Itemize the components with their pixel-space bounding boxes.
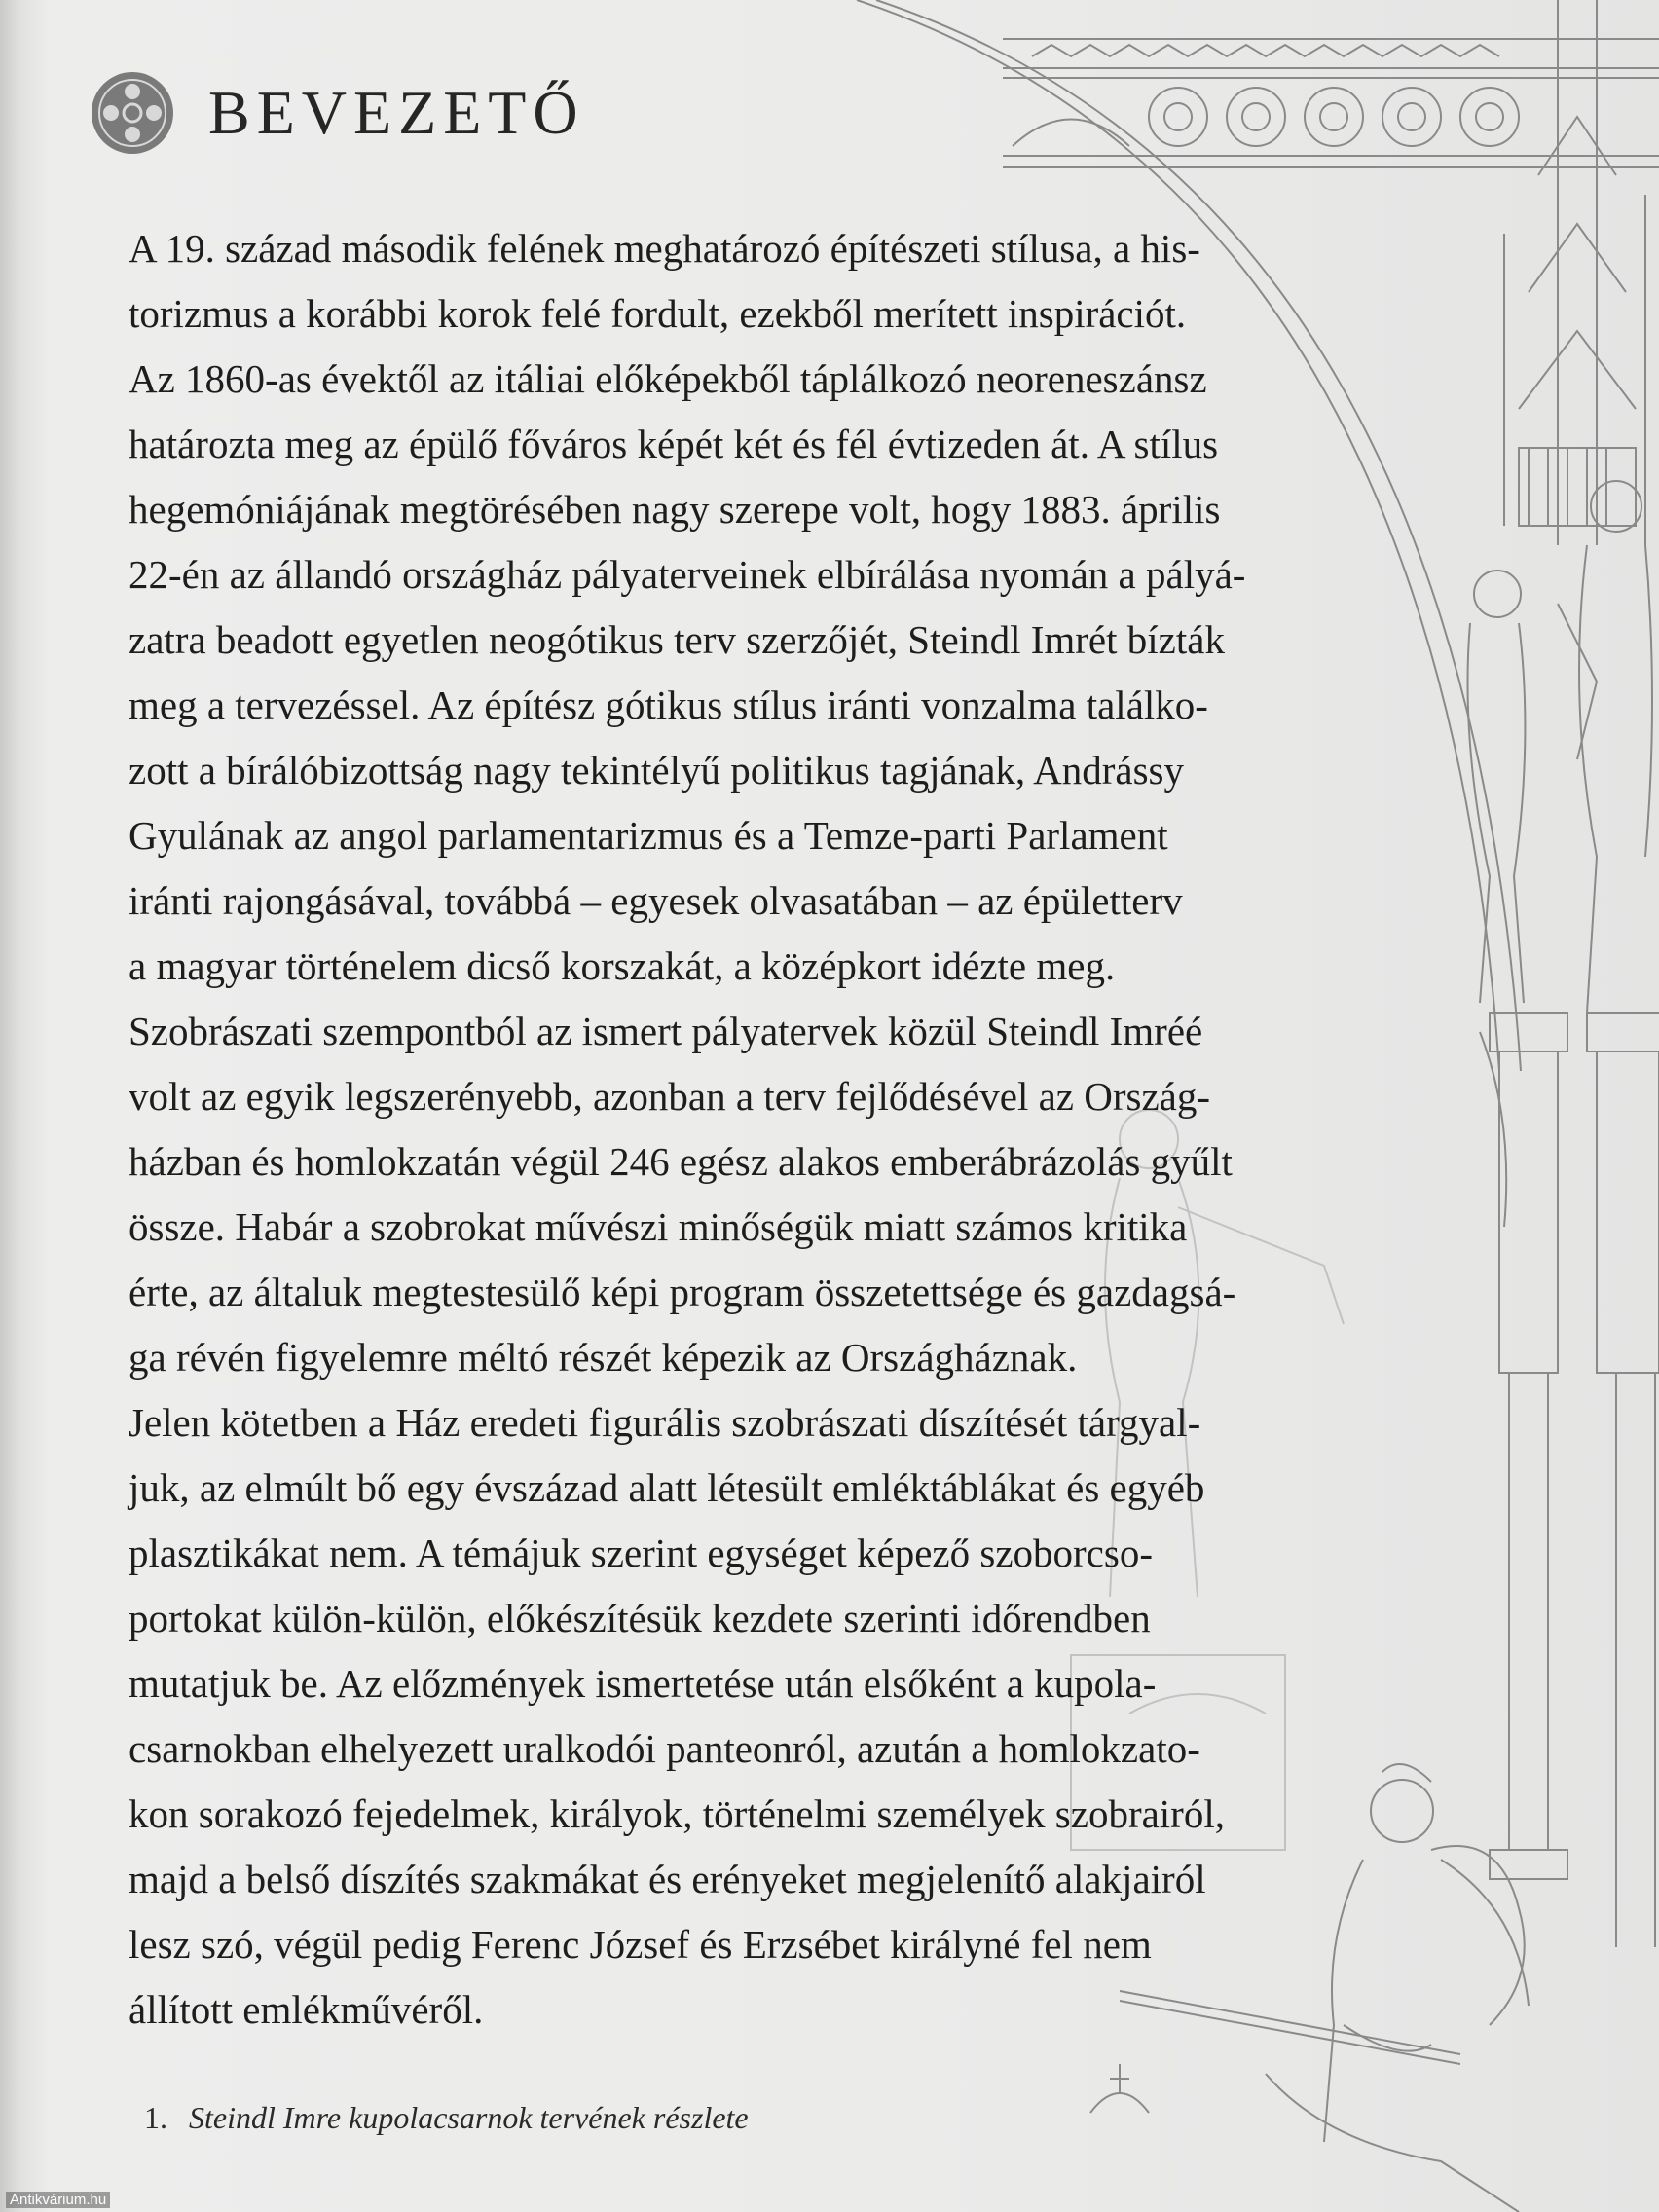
- text-line: Az 1860-as évektől az itáliai előképekből táplálkozó neoreneszánsz: [129, 356, 1207, 401]
- caption-number: 1.: [144, 2100, 167, 2135]
- rosette-emblem-icon: [90, 70, 175, 156]
- text-line: portokat külön-külön, előkészítésük kezdete szerinti időrendben: [129, 1596, 1151, 1641]
- text-line: kon sorakozó fejedelmek, királyok, történelmi személyek szobrairól,: [129, 1791, 1225, 1836]
- caption-text: Steindl Imre kupolacsarnok tervének részlete: [189, 2100, 749, 2135]
- text-line: zott a bírálóbizottság nagy tekintélyű politikus tagjának, Andrássy: [129, 748, 1184, 793]
- text-line: torizmus a korábbi korok felé fordult, ezekből merített inspirációt.: [129, 291, 1187, 336]
- text-line: határozta meg az épülő főváros képét két és fél évtizeden át. A stílus: [129, 422, 1219, 466]
- text-line: Gyulának az angol parlamentarizmus és a Temze-parti Parlament: [129, 813, 1168, 858]
- text-line: A 19. század második felének meghatározó építészeti stílusa, a his-: [129, 226, 1200, 271]
- text-line: hegemóniájának megtörésében nagy szerepe volt, hogy 1883. április: [129, 487, 1221, 532]
- text-line: majd a belső díszítés szakmákat és erényeket megjelenítő alakjairól: [129, 1857, 1206, 1901]
- text-line: érte, az általuk megtestesülő képi program összetettsége és gazdagsá-: [129, 1270, 1236, 1314]
- text-line: állított emlékművéről.: [129, 1987, 484, 2032]
- text-line: iránti rajongásával, továbbá – egyesek olvasatában – az épületterv: [129, 878, 1183, 923]
- gothic-pinnacles: [1504, 0, 1645, 545]
- text-line: csarnokban elhelyezett uralkodói panteonról, azután a homlokzato-: [129, 1726, 1200, 1771]
- text-line: Jelen kötetben a Ház eredeti figurális szobrászati díszítését tárgyal-: [129, 1400, 1201, 1445]
- text-line: meg a tervezéssel. Az építész gótikus stílus iránti vonzalma találko-: [129, 682, 1208, 727]
- text-line: házban és homlokzatán végül 246 egész alakos emberábrázolás gyűlt: [129, 1139, 1233, 1184]
- text-line: juk, az elmúlt bő egy évszázad alatt létesült emléktáblákat és egyéb: [129, 1465, 1205, 1510]
- page-title: BEVEZETŐ: [208, 78, 585, 147]
- text-line: ga révén figyelemre méltó részét képezik az Országháznak.: [129, 1335, 1078, 1380]
- text-line: össze. Habár a szobrokat művészi minőségük miatt számos kritika: [129, 1204, 1188, 1249]
- text-line: a magyar történelem dicső korszakát, a középkort idézte meg.: [129, 943, 1116, 988]
- text-line: zatra beadott egyetlen neogótikus terv szerzőjét, Steindl Imrét bízták: [129, 617, 1225, 662]
- text-line: volt az egyik legszerényebb, azonban a terv fejlődésével az Ország-: [129, 1074, 1211, 1119]
- ornamental-frieze: [1003, 39, 1659, 167]
- text-line: mutatjuk be. Az előzmények ismertetése után elsőként a kupola-: [129, 1661, 1157, 1706]
- text-line: lesz szó, végül pedig Ferenc József és Erzsébet királyné fel nem: [129, 1922, 1152, 1967]
- text-line: 22-én az állandó országház pályaterveinek elbírálása nyomán a pályá-: [129, 552, 1246, 597]
- introduction-text: [129, 216, 1365, 2043]
- text-line: Szobrászati szempontból az ismert pályatervek közül Steindl Imréé: [129, 1009, 1203, 1053]
- statue-figures: [1468, 481, 1653, 1013]
- columns: [1480, 1013, 1659, 1947]
- watermark-label: Antikvárium.hu: [6, 2192, 110, 2208]
- section-heading: [90, 64, 585, 162]
- text-line: plasztikákat nem. A témájuk szerint egységet képező szoborcso-: [129, 1530, 1153, 1575]
- figure-caption: [144, 2100, 749, 2136]
